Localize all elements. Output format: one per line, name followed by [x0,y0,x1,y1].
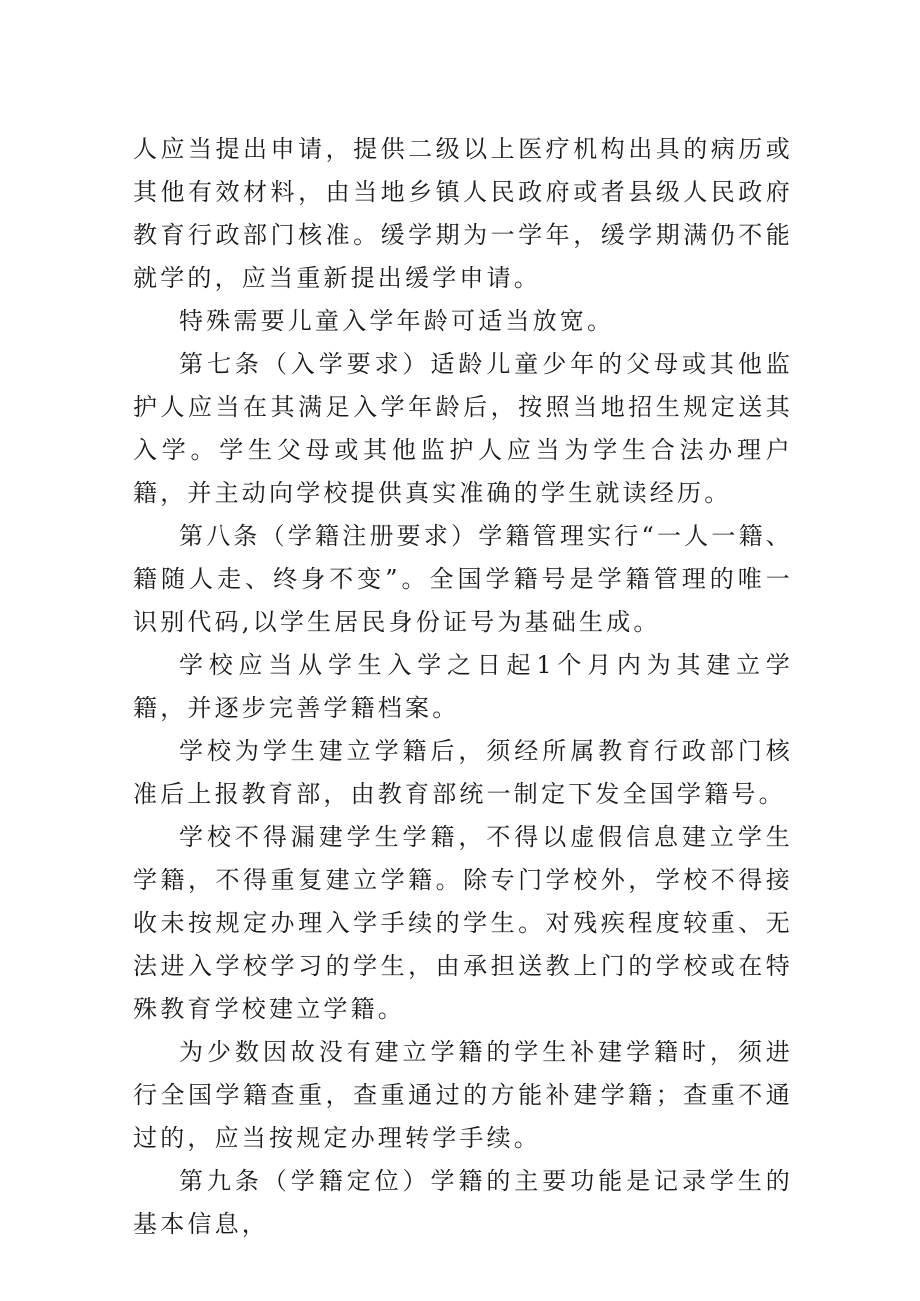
paragraph-2: 特殊需要儿童入学年龄可适当放宽。 [179,307,615,335]
document-body [133,128,793,1246]
paragraph-7: 学校不得漏建学生学籍，不得以虚假信息建立学生学籍，不得重复建立学籍。除专门学校外，学校不得接收未按规定办理入学手续的学生。对残疾程度较重、无法进入学校学习的学生，由承担送教上门的学校或在特殊教育学校建立学籍。 [133,823,793,1023]
paragraph-6: 学校为学生建立学籍后，须经所属教育行政部门核准后上报教育部，由教育部统一制定下发全国学籍号。 [133,737,793,808]
paragraph-1: 人应当提出申请，提供二级以上医疗机构出具的病历或其他有效材料，由当地乡镇人民政府或者县级人民政府教育行政部门核准。缓学期为一学年，缓学期满仍不能就学的，应当重新提出缓学申请。 [133,135,793,292]
paragraph-article-7: 第七条（入学要求）适龄儿童少年的父母或其他监护人应当在其满足入学年龄后，按照当地招生规定送其入学。学生父母或其他监护人应当为学生合法办理户籍，并主动向学校提供真实准确的学生就读经历。 [133,350,793,507]
paragraph-5: 学校应当从学生入学之日起1个月内为其建立学籍，并逐步完善学籍档案。 [133,651,793,722]
paragraph-article-9: 第九条（学籍定位）学籍的主要功能是记录学生的基本信息， [133,1167,793,1238]
paragraph-article-8: 第八条（学籍注册要求）学籍管理实行“一人一籍、籍随人走、终身不变”。全国学籍号是学籍管理的唯一识别代码,以学生居民身份证号为基础生成。 [133,522,793,636]
paragraph-8: 为少数因故没有建立学籍的学生补建学籍时，须进行全国学籍查重，查重通过的方能补建学籍；查重不通过的，应当按规定办理转学手续。 [133,1038,793,1152]
